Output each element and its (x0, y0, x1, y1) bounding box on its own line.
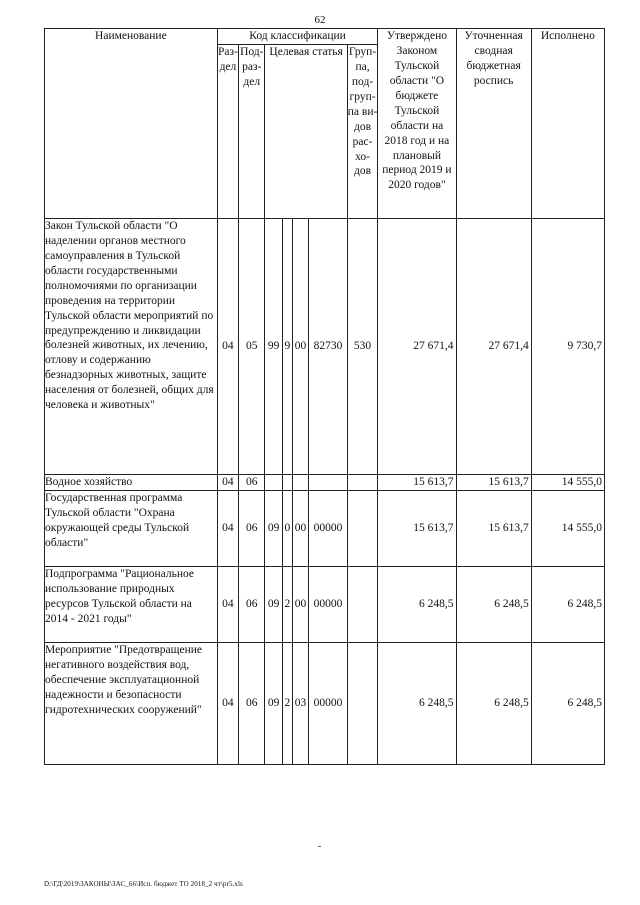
cell-refined: 15 613,7 (456, 490, 531, 566)
cell-target-subprogram: 9 (282, 218, 292, 474)
cell-target-event (292, 474, 308, 490)
cell-target-program (265, 474, 282, 490)
cell-razdel: 04 (217, 490, 238, 566)
cell-group (347, 474, 378, 490)
cell-approved: 15 613,7 (378, 490, 456, 566)
header-refined: Уточненная сводная бюджетная роспись (456, 29, 531, 219)
cell-group: 530 (347, 218, 378, 474)
cell-group (347, 642, 378, 764)
budget-table (44, 28, 605, 765)
header-target: Целевая статья (265, 44, 347, 218)
cell-approved: 27 671,4 (378, 218, 456, 474)
cell-target-direction (309, 474, 348, 490)
cell-executed: 6 248,5 (531, 566, 604, 642)
header-podrazdel: Под-раз-дел (239, 44, 265, 218)
cell-razdel: 04 (217, 566, 238, 642)
row-name: Мероприятие "Предотвращение негативного воздействия вод, обеспечение эксплуатационной надежности и безопасности гидротехнических сооружений" (45, 642, 218, 764)
header-name: Наименование (45, 29, 218, 219)
cell-approved: 6 248,5 (378, 642, 456, 764)
cell-refined: 6 248,5 (456, 566, 531, 642)
cell-refined: 15 613,7 (456, 474, 531, 490)
cell-group (347, 490, 378, 566)
cell-target-direction: 00000 (309, 490, 348, 566)
cell-target-event: 00 (292, 218, 308, 474)
cell-refined: 6 248,5 (456, 642, 531, 764)
cell-target-program: 09 (265, 566, 282, 642)
table-row (45, 474, 605, 490)
cell-target-event: 00 (292, 490, 308, 566)
cell-approved: 6 248,5 (378, 566, 456, 642)
cell-target-program: 09 (265, 642, 282, 764)
cell-executed: 14 555,0 (531, 490, 604, 566)
header-executed: Исполнено (531, 29, 604, 219)
cell-target-event: 00 (292, 566, 308, 642)
header-group: Груп-па, под-груп-па ви-дов рас-хо-дов (347, 44, 378, 218)
cell-target-program: 09 (265, 490, 282, 566)
cell-executed: 6 248,5 (531, 642, 604, 764)
cell-razdel: 04 (217, 474, 238, 490)
page-number: 62 (314, 14, 326, 26)
cell-executed: 14 555,0 (531, 474, 604, 490)
row-name: Государственная программа Тульской области "Охрана окружающей среды Тульской области" (45, 490, 218, 566)
row-name: Водное хозяйство (45, 474, 218, 490)
cell-podrazdel: 06 (239, 566, 265, 642)
header-razdel: Раз-дел (217, 44, 238, 218)
footer-file-path: D:\ГД\2019\ЗАКОНЫ\ЗАС_66\Исп. бюджет ТО 2018_2 чт\pr5.xls (44, 880, 243, 888)
cell-razdel: 04 (217, 218, 238, 474)
table-row (45, 642, 605, 764)
cell-podrazdel: 05 (239, 218, 265, 474)
table-row (45, 566, 605, 642)
cell-razdel: 04 (217, 642, 238, 764)
cell-target-subprogram: 2 (282, 566, 292, 642)
cell-podrazdel: 06 (239, 642, 265, 764)
cell-approved: 15 613,7 (378, 474, 456, 490)
cell-podrazdel: 06 (239, 474, 265, 490)
row-name: Закон Тульской области "О наделении органов местного самоуправления в Тульской области государственными полномочиями по организации проведения на территории Тульской области мероприятий по предупреждению и ликвидации болезней животных, их лечению, отлову и содержанию безнадзорных животных, защите населения от болезней, общих для человека и животных" (45, 218, 218, 474)
header-approved: Утверждено Законом Тульской области "О бюджете Тульской области на 2018 год и на плановый период 2019 и 2020 годов" (378, 29, 456, 219)
table-row (45, 218, 605, 474)
cell-group (347, 566, 378, 642)
cell-target-program: 99 (265, 218, 282, 474)
cell-target-subprogram (282, 474, 292, 490)
cell-target-direction: 82730 (309, 218, 348, 474)
cell-executed: 9 730,7 (531, 218, 604, 474)
cell-podrazdel: 06 (239, 490, 265, 566)
cell-refined: 27 671,4 (456, 218, 531, 474)
cell-target-direction: 00000 (309, 566, 348, 642)
cell-target-event: 03 (292, 642, 308, 764)
table-row (45, 490, 605, 566)
cell-target-direction: 00000 (309, 642, 348, 764)
stray-mark (318, 846, 321, 847)
header-code-group: Код классификации (217, 29, 378, 45)
row-name: Подпрограмма "Рациональное использование природных ресурсов Тульской области на 2014 - 2021 годы" (45, 566, 218, 642)
cell-target-subprogram: 0 (282, 490, 292, 566)
cell-target-subprogram: 2 (282, 642, 292, 764)
